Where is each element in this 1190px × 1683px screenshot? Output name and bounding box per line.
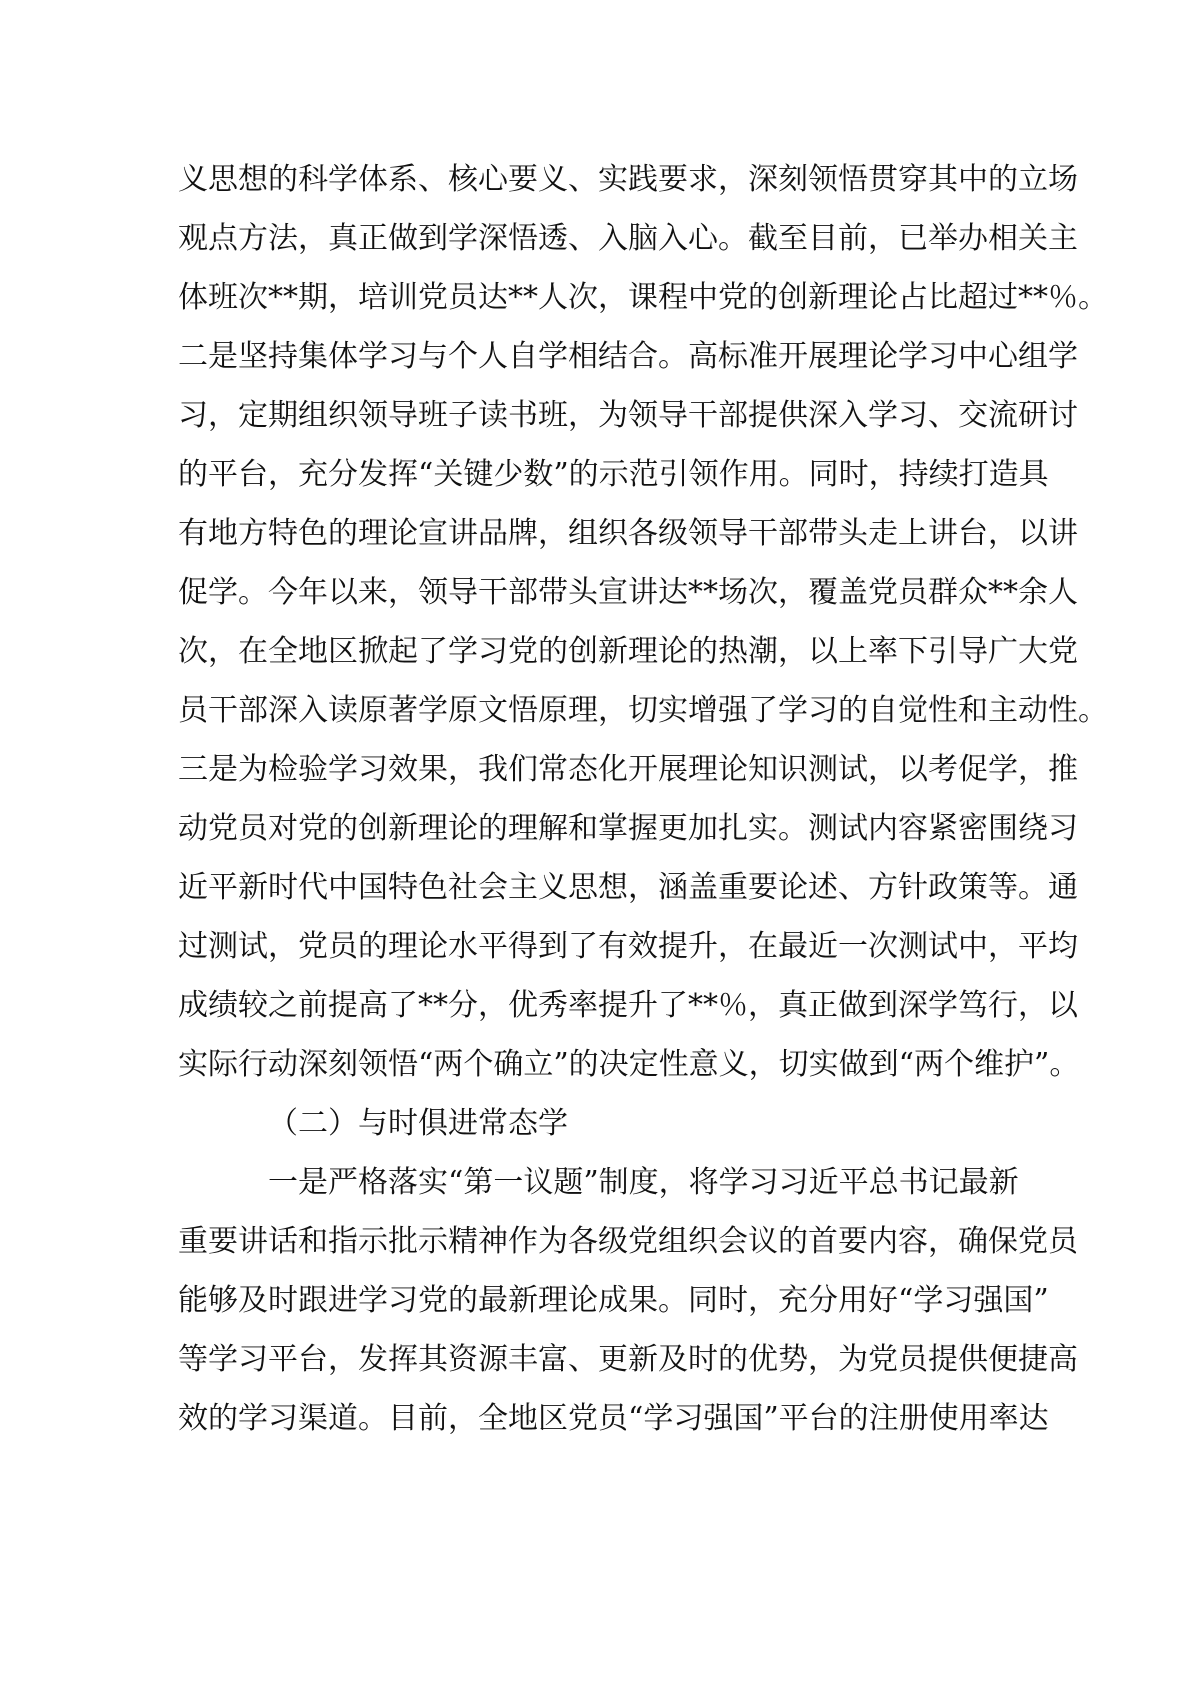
document-body [178,150,1108,1448]
section-heading: （二）与时俱进常态学 [268,1106,568,1141]
body-line: 有地方特色的理论宣讲品牌，组织各级领导干部带头走上讲台，以讲 [178,516,1078,551]
section-paragraph-line: 重要讲话和指示批示精神作为各级党组织会议的首要内容，确保党员 [178,1224,1078,1259]
body-line: 体班次**期，培训党员达**人次，课程中党的创新理论占比超过**％。 [178,280,1108,315]
body-line: 近平新时代中国特色社会主义思想，涵盖重要论述、方针政策等。通 [178,870,1078,905]
body-line: 义思想的科学体系、核心要义、实践要求，深刻领悟贯穿其中的立场 [178,162,1078,197]
section-paragraph-line: 等学习平台，发挥其资源丰富、更新及时的优势，为党员提供便捷高 [178,1342,1078,1377]
body-line: 动党员对党的创新理论的理解和掌握更加扎实。测试内容紧密围绕习 [178,811,1078,846]
body-line: 实际行动深刻领悟“两个确立”的决定性意义，切实做到“两个维护”。 [178,1047,1080,1082]
body-line: 员干部深入读原著学原文悟原理，切实增强了学习的自觉性和主动性。 [178,693,1108,728]
body-line: 过测试，党员的理论水平得到了有效提升，在最近一次测试中，平均 [178,929,1078,964]
body-line: 观点方法，真正做到学深悟透、入脑入心。截至目前，已举办相关主 [178,221,1078,256]
section-paragraph-line: 能够及时跟进学习党的最新理论成果。同时，充分用好“学习强国” [178,1283,1049,1318]
section-paragraph-line: 效的学习渠道。目前，全地区党员“学习强国”平台的注册使用率达 [178,1401,1049,1436]
body-line: 二是坚持集体学习与个人自学相结合。高标准开展理论学习中心组学 [178,339,1078,374]
body-line: 的平台，充分发挥“关键少数”的示范引领作用。同时，持续打造具 [178,457,1049,492]
body-line: 次，在全地区掀起了学习党的创新理论的热潮，以上率下引导广大党 [178,634,1078,669]
body-line: 三是为检验学习效果，我们常态化开展理论知识测试，以考促学，推 [178,752,1078,787]
body-line: 习，定期组织领导班子读书班，为领导干部提供深入学习、交流研讨 [178,398,1078,433]
body-line: 促学。今年以来，领导干部带头宣讲达**场次，覆盖党员群众**余人 [178,575,1078,610]
section-paragraph-line: 一是严格落实“第一议题”制度，将学习习近平总书记最新 [268,1165,1019,1200]
body-line: 成绩较之前提高了**分，优秀率提升了**％，真正做到深学笃行，以 [178,988,1078,1023]
